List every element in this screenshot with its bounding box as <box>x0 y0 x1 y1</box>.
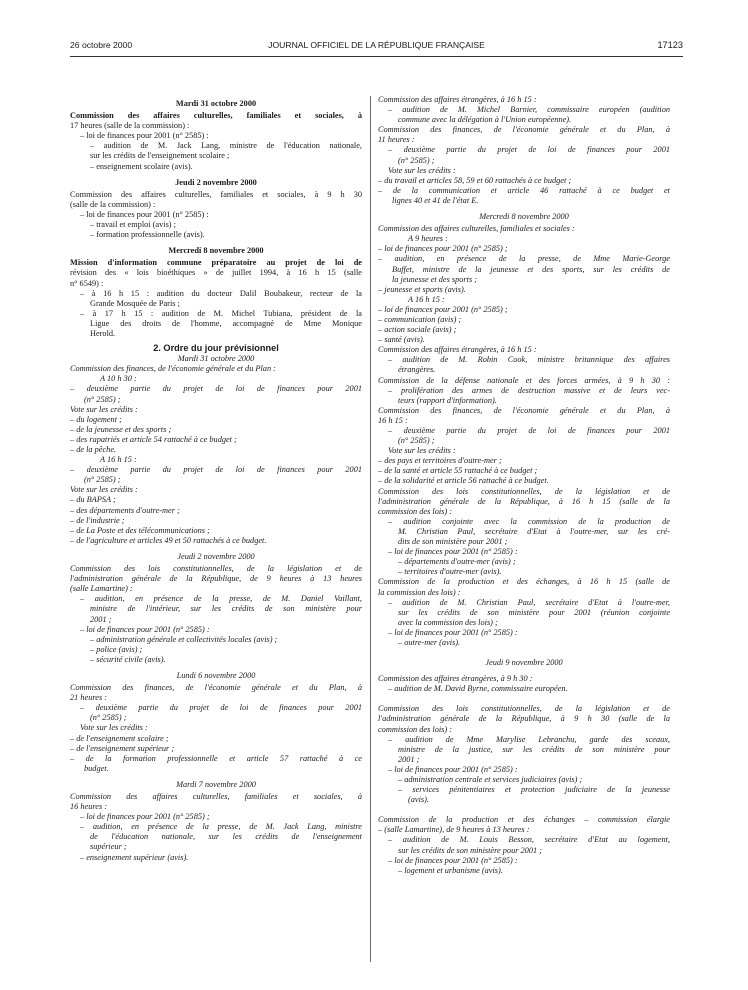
text-line: – loi de finances pour 2001 (n° 2585) : <box>388 855 518 865</box>
text-line: – deuxième partie du projet de loi de finances pour 2001 <box>388 426 670 435</box>
text-line: Commission de la défense nationale et des forces armées, à 9 h 30 : <box>378 375 670 385</box>
text-line: dits de son ministère pour 2001 ; <box>398 537 508 547</box>
text-line: – départements d'outre-mer (avis) ; <box>398 557 516 567</box>
spacer <box>378 648 670 658</box>
text-line: – travail et emploi (avis) ; <box>90 220 176 230</box>
text-line: 21 heures : <box>70 693 108 703</box>
spacer <box>378 805 670 815</box>
text-line: 2001 ; <box>90 614 112 624</box>
text-line: avec la commission des lois) ; <box>398 617 498 627</box>
text-line: (n° 2585) ; <box>84 394 121 404</box>
text-line: Mercredi 8 novembre 2000 <box>168 246 264 256</box>
text-line: 17 heures (salle de la commission) : <box>70 121 190 131</box>
text-line: – administration générale et collectivités locales (avis) ; <box>90 634 278 644</box>
text-line: Vote sur les crédits : <box>70 485 138 495</box>
text-line: Commission des lois constitutionnelles, de la législation et de <box>378 486 670 496</box>
text-line: Commission des affaires culturelles, familiales et sociales : <box>378 224 575 234</box>
text-line: – de l'agriculture et articles 49 et 50 rattachés à ce budget. <box>70 535 267 545</box>
text-line: A 10 h 30 : <box>100 374 137 384</box>
text-line: lignes 40 et 41 de l'état E. <box>392 195 479 205</box>
text-line: – de la communication et article 46 rattaché à ce budget et <box>378 185 670 195</box>
column-divider <box>370 96 371 962</box>
text-line: – audition de M. David Byrne, commissaire européen. <box>388 684 568 694</box>
text-line: budget. <box>84 763 109 773</box>
text-line: Ligue des droits de l'homme, accompagné de Mme Monique <box>90 318 362 328</box>
text-line: A 16 h 15 : <box>100 455 137 465</box>
text-line: – de l'enseignement supérieur ; <box>70 743 175 753</box>
text-line: – logement et urbanisme (avis). <box>398 865 503 875</box>
text-line: – prolifération des armes de destruction massive et de leurs vec- <box>388 385 670 395</box>
text-line: Commission des finances, de l'économie générale et du Plan, à <box>378 405 670 415</box>
text-line: Jeudi 2 novembre 2000 <box>175 177 257 187</box>
text-line: – audition de M. Michel Barnier, commissaire européen (audition <box>388 105 670 115</box>
text-line: – services pénitentiaires et protection judiciaire de la jeunesse <box>398 785 670 795</box>
text-line: Commission de la production et des échanges – commission élargie <box>378 815 670 825</box>
text-line: – police (avis) ; <box>90 644 143 654</box>
spacer <box>378 694 670 704</box>
text-line: Commission des lois constitutionnelles, de la législation et de <box>70 564 362 574</box>
text-line: – des pays et territoires d'outre-mer ; <box>378 456 502 466</box>
header-date: 26 octobre 2000 <box>70 40 133 50</box>
text-line: – loi de finances pour 2001 (n° 2585) : <box>80 624 210 634</box>
text-line: – de la pêche. <box>70 445 117 454</box>
text-line: – du BAPSA ; <box>70 495 116 505</box>
text-line: – audition de M. Jack Lang, ministre de l'éducation nationale, <box>90 141 362 151</box>
text-line: M. Christian Paul, secrétaire d'Etat à l'outre-mer, sur les cré- <box>398 526 670 536</box>
text-line: – communication (avis) ; <box>378 314 462 324</box>
text-line: – audition, en présence de la presse, de M. Jack Lang, ministre <box>80 822 362 832</box>
text-line: (n° 2585) ; <box>90 713 127 723</box>
text-line: Mission d'information commune préparatoire au projet de loi de <box>70 258 362 268</box>
text-line: – de l'industrie ; <box>70 515 125 525</box>
text-line: – des départements d'outre-mer ; <box>70 505 180 515</box>
text-line: – deuxième partie du projet de loi de finances pour 2001 <box>70 384 362 394</box>
text-line: la commission des lois) : <box>378 587 461 597</box>
text-line: n° 6549) : <box>70 278 104 288</box>
text-line: (n° 2585) ; <box>84 475 121 485</box>
text-line: – formation professionnelle (avis). <box>90 230 205 240</box>
text-line: Mardi 31 octobre 2000 <box>177 354 255 364</box>
text-line: (salle de la commission) : <box>70 199 156 209</box>
text-line: – de la santé et article 55 rattaché à ce budget ; <box>378 466 538 476</box>
text-line: – jeunesse et sports (avis). <box>378 284 466 294</box>
text-line: (n° 2585) ; <box>398 155 435 165</box>
text-line: – de la solidarité et article 56 rattaché à ce budget. <box>378 476 549 486</box>
text-line: – sécurité civile (avis). <box>90 654 166 664</box>
text-line: – audition de Mme Marylise Lebranchu, garde des sceaux, <box>388 734 670 744</box>
text-line: Vote sur les crédits : <box>80 723 148 733</box>
header-page-number: 17123 <box>657 40 683 50</box>
text-line: – action sociale (avis) ; <box>378 325 457 335</box>
text-line: – loi de finances pour 2001 (n° 2585) : <box>388 627 518 637</box>
header-title: JOURNAL OFFICIEL DE LA RÉPUBLIQUE FRANÇAISE <box>268 40 485 50</box>
text-line: – loi de finances pour 2001 (n° 2585) : <box>80 131 209 141</box>
text-line: – de La Poste et des télécommunications ; <box>70 525 210 535</box>
text-line: teurs (rapport d'information). <box>398 395 497 405</box>
text-line: Jeudi 2 novembre 2000 <box>177 551 255 561</box>
text-line: – à 16 h 15 : audition du docteur Dalil Boubakeur, recteur de la <box>80 288 362 298</box>
header-rule <box>70 56 683 57</box>
text-line: – audition de M. Louis Besson, secrétaire d'Etat au logement, <box>388 835 670 845</box>
text-line: Commission des finances, de l'économie générale et du Plan, à <box>378 125 670 135</box>
text-line: – loi de finances pour 2001 (n° 2585) ; <box>378 304 508 314</box>
text-line: – deuxième partie du projet de loi de finances pour 2001 <box>388 145 670 155</box>
text-line: Commission des finances, de l'économie générale et du Plan, à <box>70 683 362 693</box>
text-line: commission des lois) : <box>378 724 452 734</box>
text-line: – des rapatriés et article 54 rattaché à ce budget ; <box>70 434 237 444</box>
text-line: – loi de finances pour 2001 (n° 2585) : <box>80 209 209 219</box>
text-line: – à 17 h 15 : audition de M. Michel Tubiana, président de la <box>80 308 362 318</box>
text-line: (salle Lamartine) : <box>70 584 133 594</box>
text-line: A 16 h 15 : <box>408 294 445 304</box>
text-line: – loi de finances pour 2001 (n° 2585) ; <box>378 244 508 254</box>
text-line: – enseignement supérieur (avis). <box>80 852 189 862</box>
text-line: Commission des affaires culturelles, familiales et sociales, à 9 h 30 <box>70 189 362 199</box>
text-line: Vote sur les crédits : <box>388 165 456 175</box>
text-line: – du logement ; <box>70 414 122 424</box>
text-line: – audition de M. Robin Cook, ministre britannique des affaires <box>388 355 670 365</box>
text-line: – enseignement scolaire (avis). <box>90 161 193 171</box>
text-line: Buffet, ministre de la jeunesse et des sports, sur les crédits de <box>392 264 670 274</box>
text-line: Lundi 6 novembre 2000 <box>176 670 256 680</box>
text-line: commission des lois) : <box>378 506 452 516</box>
text-line: Commission des affaires étrangères, à 9 h 30 : <box>378 674 533 684</box>
text-line: Vote sur les crédits : <box>70 404 138 414</box>
text-line: – audition conjointe avec la commission de la production de <box>388 516 670 526</box>
text-line: – loi de finances pour 2001 (n° 2585) : <box>388 764 518 774</box>
text-line: – territoires d'outre-mer (avis). <box>398 567 502 577</box>
right-column <box>378 95 670 876</box>
text-line: sur les crédits de son ministère pour 2001 ; <box>398 845 542 855</box>
text-line: Commission des finances, de l'économie générale et du Plan : <box>70 364 276 374</box>
text-line: Commission des affaires étrangères, à 16 h 15 : <box>378 95 537 104</box>
text-line: Commission des affaires culturelles, familiales et sociales, à <box>70 792 362 801</box>
text-line: étrangères. <box>398 365 436 375</box>
text-line: supérieur ; <box>90 842 127 852</box>
text-line: – santé (avis). <box>378 335 425 345</box>
text-line: de l'éducation nationale, sur les crédits de l'enseignement <box>90 832 362 842</box>
text-line: Mardi 7 novembre 2000 <box>176 779 256 789</box>
text-line: commune avec la délégation à l'Union européenne). <box>398 115 572 125</box>
text-line: – de la formation professionnelle et article 57 rattaché à ce <box>70 753 362 763</box>
text-line: – du travail et articles 58, 59 et 60 rattachés à ce budget ; <box>378 175 572 185</box>
text-line: – loi de finances pour 2001 (n° 2585) ; <box>80 812 210 822</box>
text-line: Mercredi 8 novembre 2000 <box>479 212 569 222</box>
text-line: 2001 ; <box>398 754 420 764</box>
text-line: révision des « lois bioéthiques » de juillet 1994, à 16 h 15 (salle <box>70 268 362 278</box>
text-line: A 9 heures : <box>408 234 448 244</box>
text-line: ministre de la justice, sur les crédits de son ministère pour <box>398 744 670 754</box>
text-line: (avis). <box>408 795 429 805</box>
text-line: Jeudi 9 novembre 2000 <box>485 658 563 668</box>
text-line: – audition, en présence de la presse, de M. Daniel Vaillant, <box>80 594 362 604</box>
text-line: 2. Ordre du jour prévisionnel <box>153 343 279 354</box>
left-column <box>70 93 362 863</box>
text-line: – deuxième partie du projet de loi de finances pour 2001 <box>70 465 362 475</box>
text-line: Commission des lois constitutionnelles, de la législation et de <box>378 704 670 714</box>
text-line: – outre-mer (avis). <box>398 637 461 647</box>
text-line: l'administration générale de la République, à 9 h 30 (salle de la <box>378 714 670 724</box>
text-line: Commission des affaires culturelles, familiales et sociales, à <box>70 111 362 121</box>
text-line: l'administration générale de la République, de 9 heures à 13 heures <box>70 574 362 584</box>
text-line: la jeunesse et des sports ; <box>392 274 478 284</box>
text-line: – deuxième partie du projet de loi de finances pour 2001 <box>80 703 362 713</box>
text-line: – de la jeunesse et des sports ; <box>70 424 172 434</box>
text-line: Herold. <box>90 328 116 338</box>
text-line: – audition, en présence de la presse, de Mme Marie-George <box>378 254 670 264</box>
text-line: sur les crédits de l'enseignement scolaire ; <box>90 151 230 161</box>
text-line: ministre de l'intérieur, sur les crédits de son ministère pour <box>90 604 362 614</box>
text-line: 16 h 15 : <box>378 415 408 425</box>
text-line: l'administration générale de la République, à 16 h 15 (salle de la <box>378 496 670 506</box>
text-line: 16 heures : <box>70 802 108 812</box>
page-header <box>70 40 683 56</box>
text-line: Mardi 31 octobre 2000 <box>175 99 257 108</box>
text-line: – audition de M. Christian Paul, secrétaire d'Etat à l'outre-mer, <box>388 597 670 607</box>
text-line: Commission de la production et des échanges, à 16 h 15 (salle de <box>378 577 670 587</box>
text-line: Commission des affaires étrangères, à 16 h 15 : <box>378 345 537 355</box>
text-line: Grande Mosquée de Paris ; <box>90 298 180 308</box>
text-line: – de l'enseignement scolaire ; <box>70 733 169 743</box>
text-line: (n° 2585) ; <box>398 436 435 446</box>
text-line: sur les crédits de son ministère pour 2001 (réunion conjointe <box>398 607 670 617</box>
text-line: Vote sur les crédits : <box>388 446 456 456</box>
text-line: 11 heures : <box>378 135 415 145</box>
text-line: – administration centrale et services judiciaires (avis) ; <box>398 775 583 784</box>
text-line: – (salle Lamartine), de 9 heures à 13 heures : <box>378 825 530 835</box>
text-line: – loi de finances pour 2001 (n° 2585) : <box>388 547 518 557</box>
